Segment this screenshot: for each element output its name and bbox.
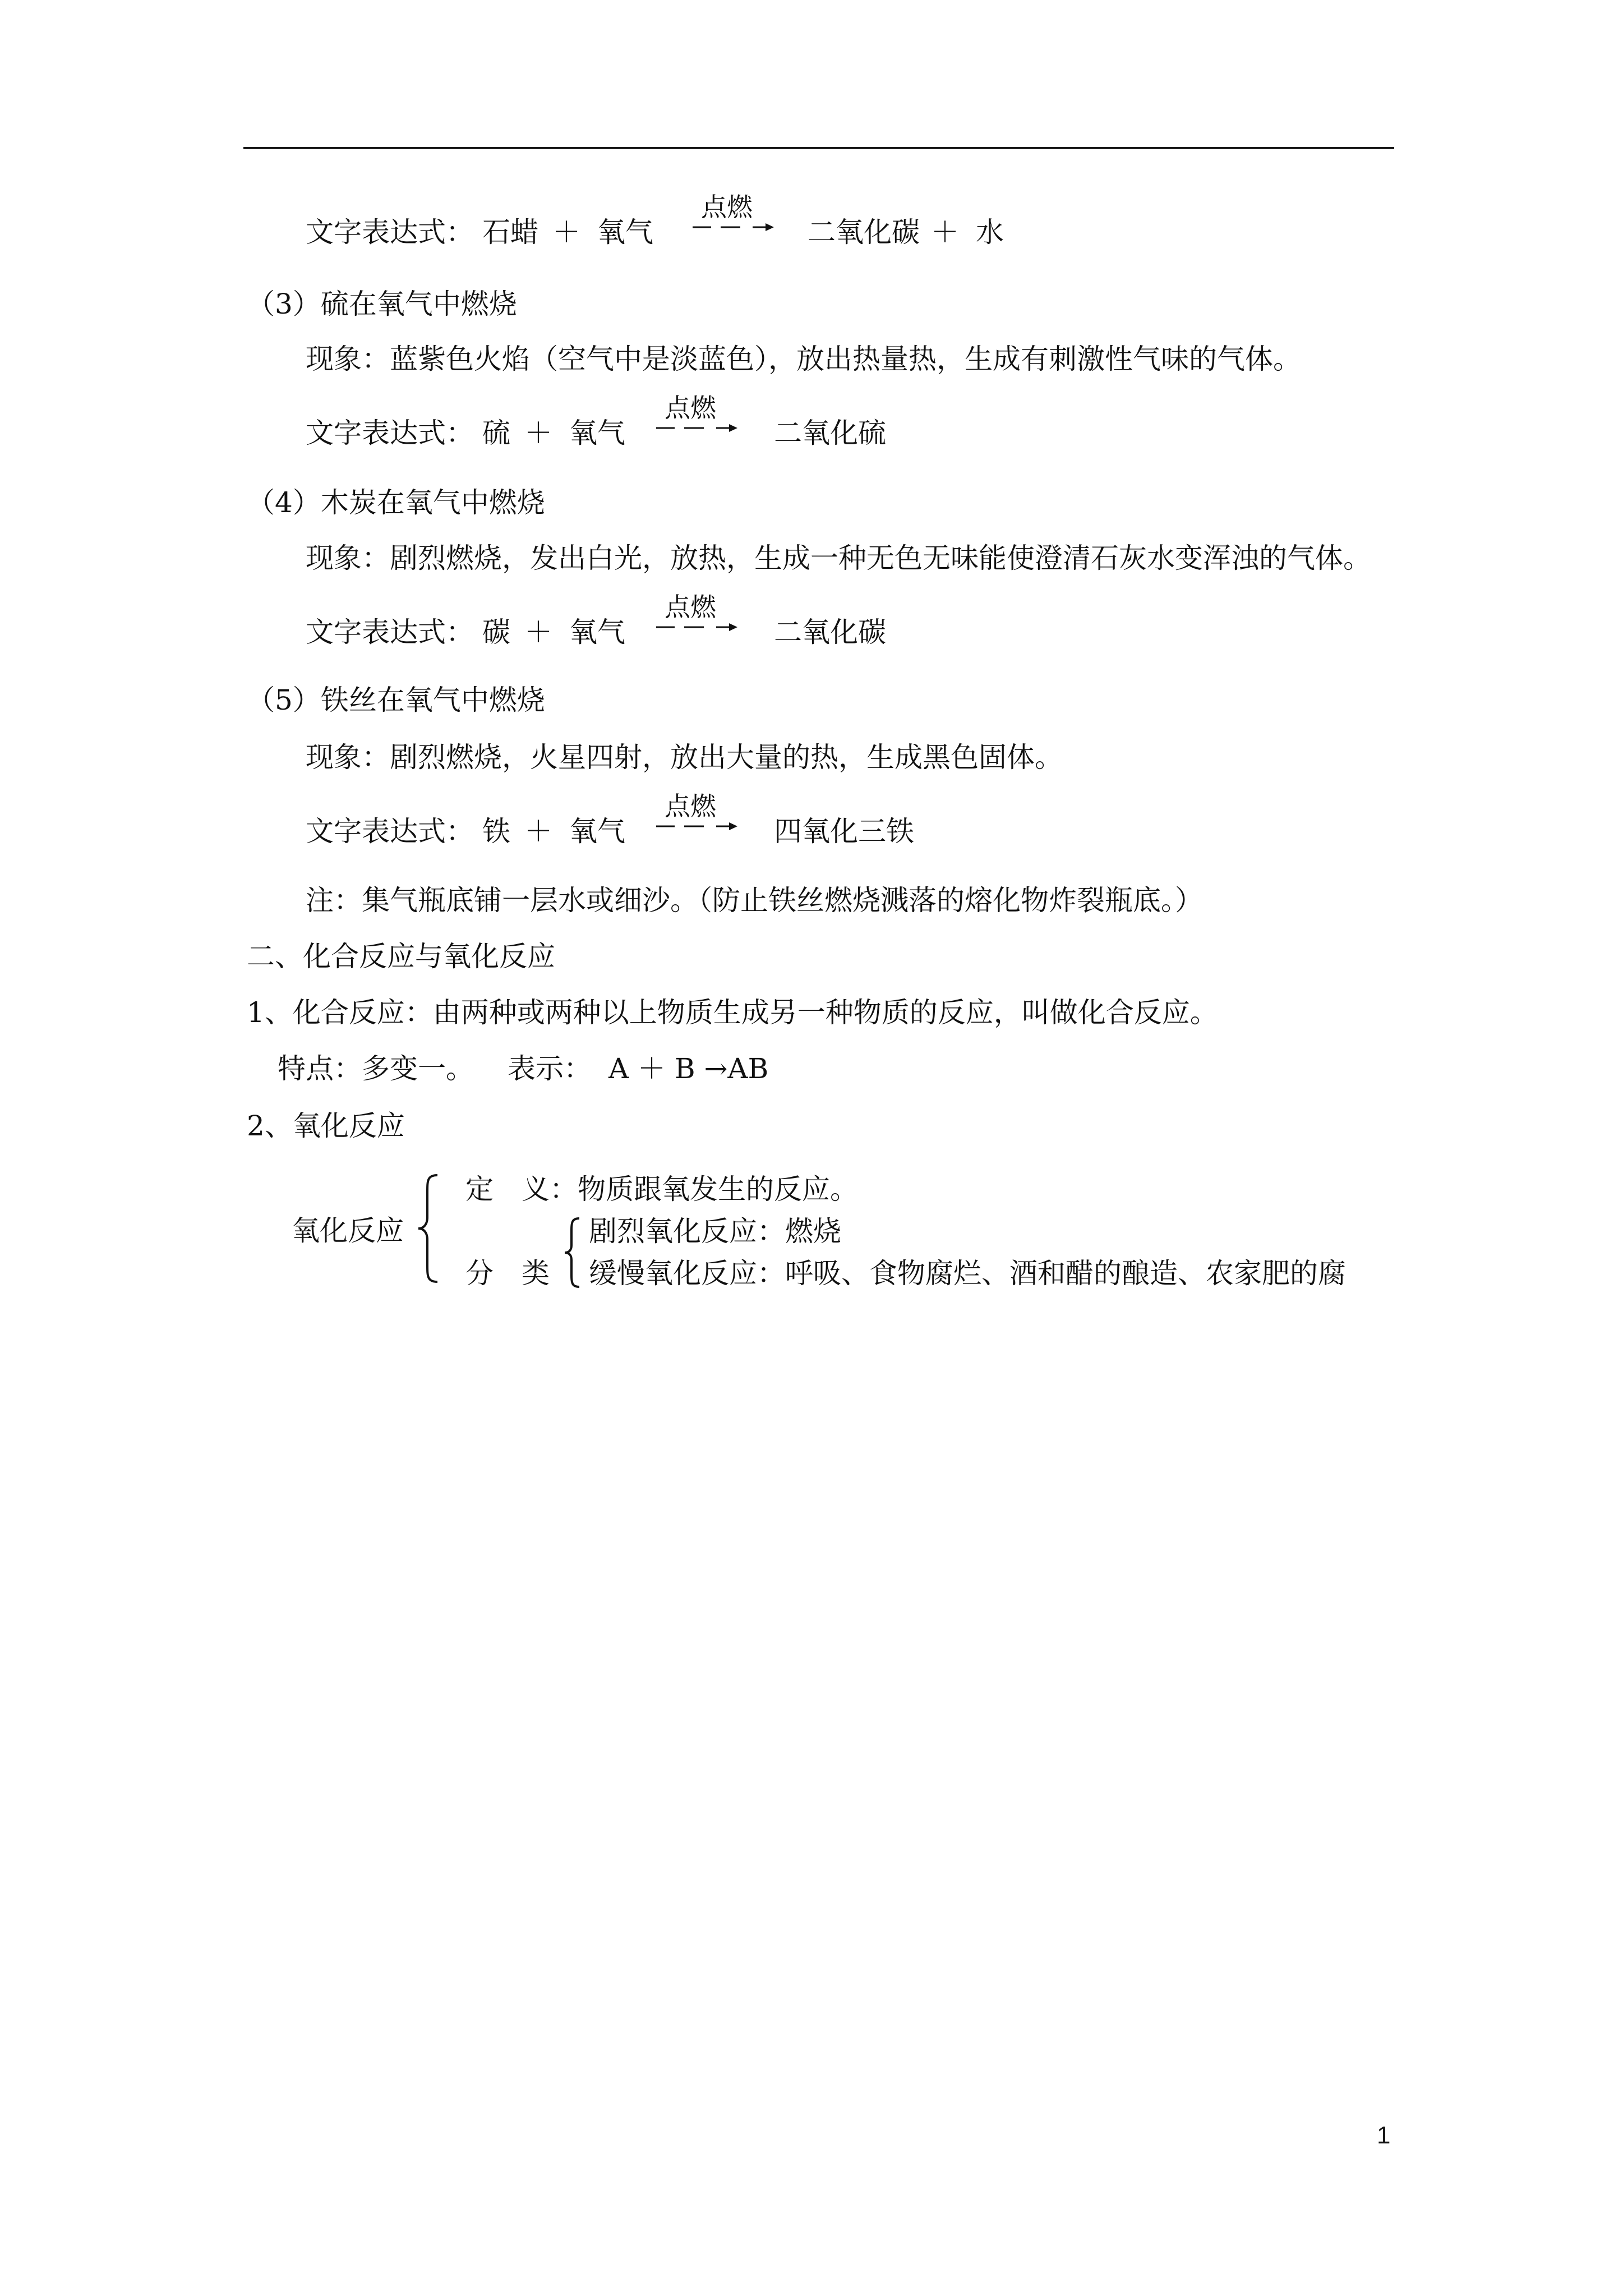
equation-label: 文字表达式： xyxy=(306,616,474,648)
reaction-arrow xyxy=(690,193,774,249)
arrow-icon xyxy=(653,818,737,835)
product: 二氧化碳 xyxy=(774,616,886,648)
section-heading: 二、化合反应与氧化反应 xyxy=(247,940,555,973)
reaction-condition: 点燃 xyxy=(665,393,716,423)
brace-icon xyxy=(562,1216,583,1289)
fast-oxidation: 剧烈氧化反应：燃烧 xyxy=(589,1215,841,1248)
definition-label: 定 义： xyxy=(465,1173,578,1205)
reaction-arrow xyxy=(653,593,737,649)
brace-icon xyxy=(415,1172,443,1285)
product: 四氧化三铁 xyxy=(774,815,914,848)
reactant: 氧气 xyxy=(569,815,625,848)
equation-label: 文字表达式： xyxy=(306,216,474,249)
reactant: 氧气 xyxy=(569,616,625,648)
reactant: 石蜡 xyxy=(482,216,538,249)
plus-sign: ＋ xyxy=(524,417,552,449)
reactant: 氧气 xyxy=(597,216,653,249)
reaction-condition: 点燃 xyxy=(665,592,716,622)
candle-equation xyxy=(306,192,1091,249)
reaction-arrow xyxy=(653,394,737,450)
slow-oxidation: 缓慢氧化反应：呼吸、食物腐烂、酒和醋的酿造、农家肥的腐 xyxy=(589,1257,1346,1290)
page-number: 1 xyxy=(1377,2122,1391,2149)
definition-text: 物质跟氧发生的反应。 xyxy=(578,1173,858,1205)
combination-definition: 1、化合反应：由两种或两种以上物质生成另一种物质的反应，叫做化合反应。 xyxy=(247,996,1218,1029)
express-label: 表示： xyxy=(508,1052,592,1085)
phenomenon-text: 现象：剧烈燃烧，发出白光，放热，生成一种无色无味能使澄清石灰水变浑浊的气体。 xyxy=(306,542,1371,574)
plus-sign: ＋ xyxy=(524,815,552,848)
carbon-equation xyxy=(306,592,979,649)
plus-sign: ＋ xyxy=(931,216,959,249)
iron-equation xyxy=(306,791,1035,848)
feature-text: 特点：多变一。 xyxy=(278,1052,474,1085)
section-heading: （3）硫在氧气中燃烧 xyxy=(247,288,517,320)
section-heading: （4）木炭在氧气中燃烧 xyxy=(247,486,545,519)
product: 水 xyxy=(976,216,1004,249)
plus-sign: ＋ xyxy=(552,216,580,249)
reaction-condition: 点燃 xyxy=(665,791,716,821)
phenomenon-text: 现象：剧烈燃烧，火星四射，放出大量的热，生成黑色固体。 xyxy=(306,741,1063,774)
product: 二氧化硫 xyxy=(774,417,886,449)
sulfur-equation xyxy=(306,393,979,450)
header-rule xyxy=(243,147,1394,149)
phenomenon-text: 现象：蓝紫色火焰（空气中是淡蓝色），放出热量热，生成有刺激性气味的气体。 xyxy=(306,343,1301,375)
equation-label: 文字表达式： xyxy=(306,417,474,449)
reactant: 硫 xyxy=(482,417,510,449)
combination-formula: A ＋ B →AB xyxy=(608,1052,769,1085)
arrow-icon xyxy=(653,420,737,436)
arrow-icon xyxy=(690,219,774,236)
reactant: 碳 xyxy=(482,616,510,648)
note-text: 注：集气瓶底铺一层水或细沙。（防止铁丝燃烧溅落的熔化物炸裂瓶底。） xyxy=(306,884,1203,917)
section-heading: （5）铁丝在氧气中燃烧 xyxy=(247,684,545,716)
reaction-arrow xyxy=(653,792,737,848)
tree-root: 氧化反应 xyxy=(292,1214,404,1247)
reactant: 铁 xyxy=(482,815,510,848)
reaction-condition: 点燃 xyxy=(701,192,753,222)
category-label: 分 类 xyxy=(465,1257,550,1290)
product: 二氧化碳 xyxy=(808,216,920,249)
arrow-icon xyxy=(653,619,737,636)
equation-label: 文字表达式： xyxy=(306,815,474,848)
section-heading: 2、氧化反应 xyxy=(247,1110,405,1142)
plus-sign: ＋ xyxy=(524,616,552,648)
reactant: 氧气 xyxy=(569,417,625,449)
